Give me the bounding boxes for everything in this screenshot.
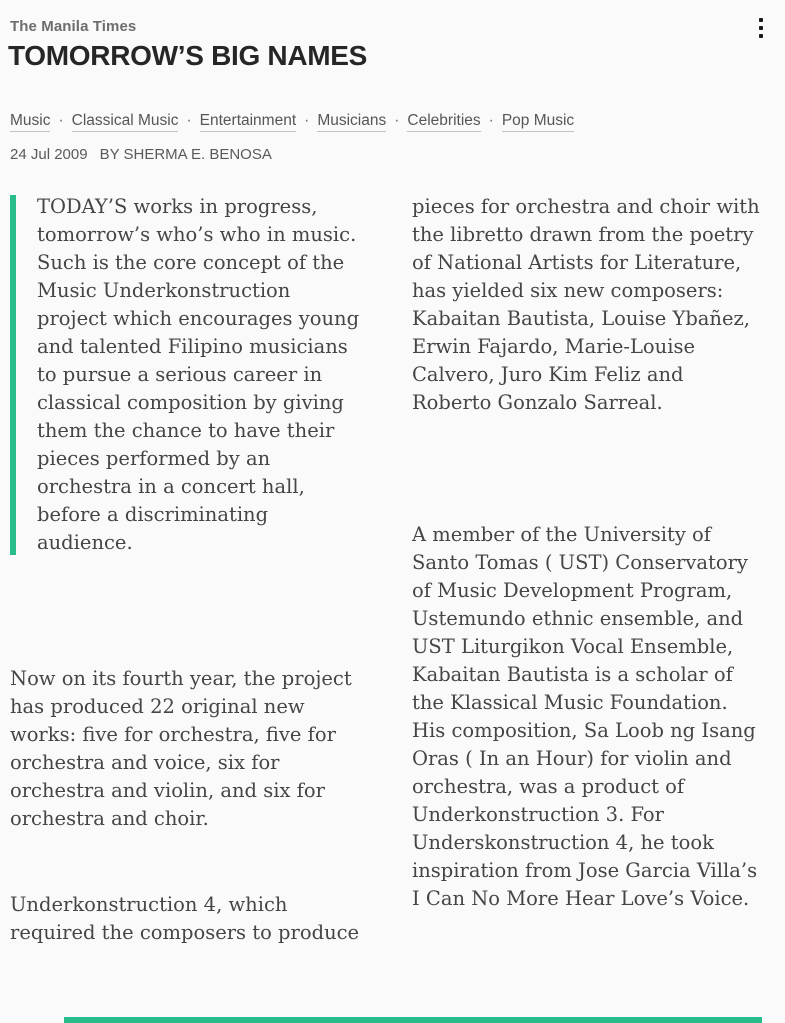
accent-bar [10, 195, 16, 555]
tag-celebrities[interactable]: Celebrities [407, 112, 480, 132]
paragraph-text: TODAY’S works in progress, tomorrow’s who’s who in music. Such is the core concept of the Music Underkonstruction project which encourages young and talented Filipino musicians to pursue a serious career in classical composition by giving them the chance to have their pieces performed by an orchestra in a concert hall, before a discriminating audience. [37, 195, 360, 554]
tag-music[interactable]: Music [10, 112, 50, 132]
tag-separator: · [488, 112, 494, 129]
kebab-dot [759, 26, 763, 30]
paragraph: pieces for orchestra and choir with the libretto drawn from the poetry of National Artists for Literature, has yielded six new composers: Kabaitan Bautista, Louise Ybañez, Erwin Fajardo, Marie-Louise Calvero, Juro Kim Feliz and Roberto Gonzalo Sarreal. [412, 195, 760, 414]
kebab-menu-icon[interactable] [751, 15, 771, 41]
byline: BY SHERMA E. BENOSA [99, 146, 272, 163]
tag-entertainment[interactable]: Entertainment [200, 112, 297, 132]
paragraph: Now on its fourth year, the project has produced 22 original new works: five for orchestra, five for orchestra and voice, six for orchestra and violin, and six for orchestra and choir. [10, 667, 352, 830]
right-column [412, 193, 766, 913]
tag-musicians[interactable]: Musicians [317, 112, 386, 132]
article-title: TOMORROW’S BIG NAMES [8, 40, 368, 71]
paragraph: Underkonstruction 4, which required the composers to produce [10, 893, 360, 944]
left-column [10, 193, 366, 947]
publication-name[interactable]: The Manila Times [10, 18, 137, 35]
publish-date: 24 Jul 2009 [10, 146, 88, 163]
kebab-dot [759, 34, 763, 38]
tag-classical-music[interactable]: Classical Music [72, 112, 179, 132]
kebab-dot [759, 18, 763, 22]
tag-separator: · [58, 112, 64, 129]
lead-paragraph [10, 193, 366, 557]
tag-pop-music[interactable]: Pop Music [502, 112, 574, 132]
bottom-divider-bar [64, 1017, 762, 1023]
paragraph: A member of the University of Santo Tomas ( UST) Conservatory of Music Development Program, Ustemundo ethnic ensemble, and UST Liturgikon Vocal Ensemble, Kabaitan Bautista is a scholar of the Klassical Music Foundation. His composition, Sa Loob ng Isang Oras ( In an Hour) for violin and orchestra, was a product of Underkonstruction 3. For Underskonstruction 4, he took inspiration from Jose Garcia Villa’s I Can No More Hear Love’s Voice. [412, 523, 758, 910]
tag-separator: · [394, 112, 400, 129]
tag-separator: · [304, 112, 310, 129]
tag-list [10, 112, 574, 130]
tag-separator: · [186, 112, 192, 129]
article-meta [10, 146, 272, 163]
